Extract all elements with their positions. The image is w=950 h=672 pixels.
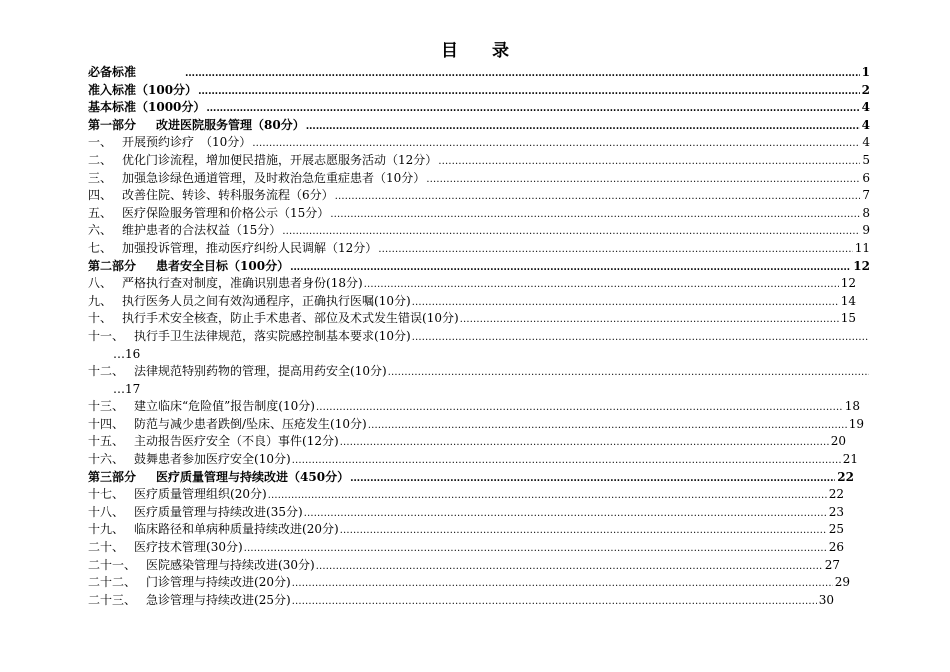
toc-entry-page: 5 bbox=[862, 152, 870, 167]
toc-entry-leader bbox=[426, 170, 860, 189]
toc-entry-page: 27 bbox=[824, 557, 840, 572]
toc-entry-title: 鼓舞患者参加医疗安全(10分) bbox=[134, 452, 291, 467]
toc-entry-title: 医院感染管理与持续改进(30分) bbox=[146, 557, 315, 572]
toc-entry[interactable] bbox=[88, 82, 870, 100]
toc-entry-page: 30 bbox=[818, 592, 834, 607]
toc-entry-page: 1 bbox=[861, 65, 870, 79]
toc-entry-number: 十四、 bbox=[88, 416, 125, 431]
toc-entry-leader bbox=[335, 187, 861, 206]
toc-entry[interactable] bbox=[88, 504, 870, 522]
toc-entry-page: 23 bbox=[828, 504, 844, 519]
toc-entry-number: 二十二、 bbox=[88, 575, 137, 590]
toc-entry-page: 2 bbox=[861, 82, 870, 97]
toc-entry-page: 29 bbox=[834, 575, 850, 590]
toc-entry-continuation: …16 bbox=[113, 346, 141, 361]
toc-entry-number: 第一部分 bbox=[88, 117, 137, 132]
toc-entry[interactable] bbox=[88, 451, 870, 469]
toc-entry[interactable] bbox=[88, 574, 870, 592]
toc-entry-number: 十一、 bbox=[88, 328, 125, 343]
toc-entry[interactable] bbox=[88, 205, 870, 223]
toc-entry[interactable] bbox=[88, 258, 870, 276]
toc-entry-title: 执行医务人员之间有效沟通程序，正确执行医嘱(10分) bbox=[122, 293, 411, 308]
toc-entry-number: 十五、 bbox=[88, 434, 125, 449]
toc-entry[interactable] bbox=[88, 310, 870, 328]
toc-entry-title: 临床路径和单病种质量持续改进(20分) bbox=[134, 522, 339, 537]
toc-entry[interactable] bbox=[88, 521, 870, 539]
toc-entry-leader bbox=[460, 310, 839, 329]
toc-entry[interactable] bbox=[88, 398, 870, 416]
toc-entry[interactable] bbox=[88, 328, 870, 346]
toc-entry-title: 医疗技术管理(30分) bbox=[134, 540, 243, 555]
toc-entry[interactable] bbox=[88, 187, 870, 205]
toc-entry-number: 二十三、 bbox=[88, 592, 137, 607]
toc-entry-page: 22 bbox=[828, 487, 844, 502]
toc-entry-page: 19 bbox=[848, 416, 864, 431]
toc-entry-leader bbox=[412, 293, 839, 312]
toc-entry-leader bbox=[252, 134, 860, 153]
toc-entry-leader bbox=[304, 504, 827, 523]
toc-entry-title: 建立临床“危险值”报告制度(10分) bbox=[134, 399, 315, 414]
toc-entry-page: 25 bbox=[828, 522, 844, 537]
toc-entry-page: 18 bbox=[844, 399, 860, 414]
toc-entry-title: 医疗质量管理与持续改进（450分） bbox=[144, 469, 350, 484]
toc-entry-number: 八、 bbox=[88, 276, 113, 291]
toc-entry-number: 六、 bbox=[88, 223, 113, 238]
toc-entry-title: 改进医院服务管理（80分） bbox=[144, 117, 305, 132]
toc-entry[interactable] bbox=[88, 469, 870, 487]
toc-entry-number: 十三、 bbox=[88, 399, 125, 414]
toc-entry-page: 7 bbox=[862, 188, 870, 203]
toc-entry-number: 七、 bbox=[88, 240, 113, 255]
toc-entry[interactable] bbox=[88, 134, 870, 152]
toc-entry-page: 21 bbox=[842, 452, 858, 467]
toc-entry-page: 26 bbox=[828, 540, 844, 555]
toc-entry-title: 严格执行查对制度，准确识别患者身份(18分) bbox=[122, 276, 363, 291]
toc-entry-number: 十八、 bbox=[88, 504, 125, 519]
toc-entry-title: 加强急诊绿色通道管理，及时救治急危重症患者（10分） bbox=[122, 170, 426, 185]
toc-entry[interactable] bbox=[88, 275, 870, 293]
toc-entry-title: 优化门诊流程，增加便民措施，开展志愿服务活动（12分） bbox=[122, 152, 438, 167]
toc-entry-continuation: …17 bbox=[113, 381, 141, 396]
toc-entry-leader bbox=[316, 557, 823, 576]
toc-entry-title: 门诊管理与持续改进(20分) bbox=[146, 575, 291, 590]
toc-entry-leader bbox=[244, 539, 827, 558]
toc-entry-leader bbox=[364, 275, 839, 294]
page-title: 目 录 bbox=[441, 41, 509, 61]
toc-entry-page: 12 bbox=[840, 276, 856, 291]
toc-entry-number: 二十一、 bbox=[88, 557, 137, 572]
toc-entry-number: 五、 bbox=[88, 205, 113, 220]
toc-entry-leader bbox=[330, 205, 860, 224]
toc-entry[interactable] bbox=[88, 592, 870, 610]
toc-entry-title: 患者安全目标（100分） bbox=[144, 258, 290, 273]
toc-entry-leader bbox=[316, 398, 843, 417]
toc-entry-page: 4 bbox=[861, 117, 870, 132]
toc-entry[interactable] bbox=[88, 486, 870, 504]
toc-entry-page: 22 bbox=[837, 469, 854, 484]
toc-entry[interactable] bbox=[88, 433, 870, 451]
toc-entry-leader bbox=[198, 82, 860, 101]
toc-entry[interactable] bbox=[88, 363, 870, 381]
toc-entry[interactable] bbox=[88, 99, 870, 117]
toc-entry-leader bbox=[282, 222, 860, 241]
toc-entry-leader bbox=[350, 469, 835, 488]
toc-entry-leader bbox=[412, 328, 869, 347]
toc-entry-title: 法律规范特别药物的管理，提高用药安全(10分) bbox=[134, 364, 387, 379]
toc-entry-leader bbox=[368, 416, 847, 435]
toc-entry-number: 十、 bbox=[88, 311, 113, 326]
toc-entry-title: 执行手术安全核查，防止手术患者、部位及术式发生错误(10分) bbox=[122, 311, 459, 326]
toc-entry-title: 防范与减少患者跌倒/坠床、压疮发生(10分) bbox=[134, 416, 367, 431]
toc-entry-number: 第三部分 bbox=[88, 469, 137, 484]
toc-entry-title: 医疗质量管理组织(20分) bbox=[134, 487, 267, 502]
toc-entry[interactable] bbox=[88, 222, 870, 240]
toc-entry-leader bbox=[438, 152, 860, 171]
toc-entry-number: 四、 bbox=[88, 188, 113, 203]
toc-entry[interactable] bbox=[88, 539, 870, 557]
toc-entry-title: 加强投诉管理，推动医疗纠纷人民调解（12分） bbox=[122, 240, 378, 255]
toc-entry-number: 十六、 bbox=[88, 452, 125, 467]
toc-entry-leader bbox=[378, 240, 852, 259]
toc-entry[interactable] bbox=[88, 170, 870, 188]
toc-entry-number: 二、 bbox=[88, 152, 113, 167]
toc-entry-number: 二十、 bbox=[88, 540, 125, 555]
toc-entry-leader bbox=[292, 574, 833, 593]
table-of-contents bbox=[88, 64, 870, 609]
toc-entry-number: 九、 bbox=[88, 293, 113, 308]
toc-entry-title: 执行手卫生法律规范，落实院感控制基本要求(10分) bbox=[134, 328, 411, 343]
toc-entry-number: 十七、 bbox=[88, 487, 125, 502]
toc-entry-leader bbox=[306, 117, 860, 136]
toc-entry-page: 4 bbox=[861, 100, 870, 115]
toc-entry-page: 9 bbox=[862, 223, 870, 238]
toc-entry-page: 15 bbox=[840, 311, 856, 326]
toc-entry[interactable] bbox=[88, 117, 870, 135]
toc-entry-page: 8 bbox=[862, 205, 870, 220]
toc-entry-number: 十二、 bbox=[88, 364, 125, 379]
toc-entry-leader bbox=[340, 521, 827, 540]
toc-entry-page: 12 bbox=[853, 258, 870, 273]
toc-entry-leader bbox=[340, 433, 829, 452]
toc-entry-leader bbox=[388, 363, 869, 382]
toc-entry-number: 十九、 bbox=[88, 522, 125, 537]
toc-entry-number: 一、 bbox=[88, 135, 113, 150]
toc-entry-title: 必备标准 bbox=[88, 65, 137, 79]
toc-entry-title: 改善住院、转诊、转科服务流程（6分） bbox=[122, 188, 334, 203]
toc-entry-leader bbox=[268, 486, 827, 505]
toc-entry-leader bbox=[292, 592, 817, 611]
toc-entry[interactable] bbox=[88, 557, 870, 575]
toc-entry-number: 三、 bbox=[88, 170, 113, 185]
toc-entry-page: 14 bbox=[840, 293, 856, 308]
toc-entry-title: 基本标准（1000分） bbox=[88, 100, 206, 115]
toc-entry-gap bbox=[136, 64, 184, 82]
toc-entry-page: 11 bbox=[854, 240, 870, 255]
toc-entry[interactable] bbox=[88, 240, 870, 258]
toc-entry-title: 医疗保险服务管理和价格公示（15分） bbox=[122, 205, 330, 220]
toc-entry-page: 6 bbox=[862, 170, 870, 185]
toc-entry-title: 准入标准（100分） bbox=[88, 82, 198, 97]
toc-entry-title: 医疗质量管理与持续改进(35分) bbox=[134, 504, 303, 519]
toc-entry[interactable] bbox=[88, 152, 870, 170]
toc-entry-number: 第二部分 bbox=[88, 258, 137, 273]
toc-entry-title: 主动报告医疗安全（不良）事件(12分) bbox=[134, 434, 339, 449]
toc-entry-leader bbox=[290, 258, 851, 277]
toc-entry[interactable] bbox=[88, 64, 870, 82]
toc-entry-leader bbox=[292, 451, 841, 470]
toc-entry-leader bbox=[206, 99, 859, 118]
toc-entry-title: 急诊管理与持续改进(25分) bbox=[146, 592, 291, 607]
toc-entry[interactable] bbox=[88, 416, 870, 434]
toc-entry-title: 开展预约诊疗 （10分） bbox=[122, 135, 252, 150]
toc-entry-title: 维护患者的合法权益（15分） bbox=[122, 223, 282, 238]
toc-entry-leader bbox=[185, 64, 860, 83]
toc-entry[interactable] bbox=[88, 293, 870, 311]
toc-entry-page: 20 bbox=[830, 434, 846, 449]
toc-entry-page: 4 bbox=[862, 135, 870, 150]
